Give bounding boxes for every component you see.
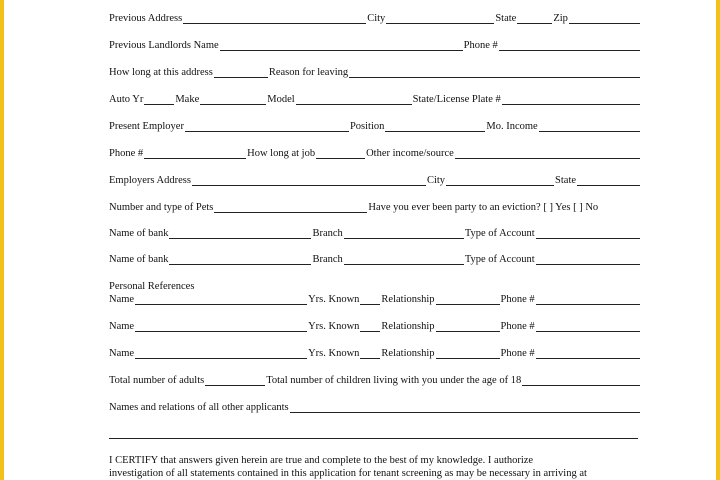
income-label: Mo. Income bbox=[486, 121, 538, 132]
reference-name-field[interactable] bbox=[135, 321, 307, 332]
job-length-label: How long at job bbox=[247, 148, 316, 159]
auto-row bbox=[109, 94, 641, 106]
reference-phone-label: Phone # bbox=[500, 348, 535, 359]
years-known-field[interactable] bbox=[360, 348, 380, 359]
previous-city-label: City bbox=[367, 13, 386, 24]
how-long-field[interactable] bbox=[214, 67, 268, 78]
bank-branch-label: Branch bbox=[312, 254, 343, 265]
eviction-question[interactable]: Have you ever been party to an eviction? [ ] Yes [ ] No bbox=[368, 202, 599, 213]
occupants-row bbox=[109, 375, 641, 387]
bank-row bbox=[109, 228, 641, 240]
how-long-label: How long at this address bbox=[109, 67, 213, 78]
bank-branch-field[interactable] bbox=[344, 254, 464, 265]
previous-state-label: State bbox=[495, 13, 517, 24]
account-type-field[interactable] bbox=[536, 228, 640, 239]
adults-field[interactable] bbox=[205, 375, 265, 386]
left-frame-border bbox=[0, 0, 4, 480]
how-long-row bbox=[109, 67, 641, 79]
years-known-label: Yrs. Known bbox=[308, 321, 360, 332]
previous-address-label: Previous Address bbox=[109, 13, 183, 24]
other-applicants-label: Names and relations of all other applicants bbox=[109, 402, 289, 413]
position-field[interactable] bbox=[385, 121, 485, 132]
bank-name-field[interactable] bbox=[169, 228, 311, 239]
account-type-label: Type of Account bbox=[464, 228, 535, 239]
auto-model-label: Model bbox=[267, 94, 295, 105]
relationship-field[interactable] bbox=[436, 348, 500, 359]
employer-phone-row bbox=[109, 148, 641, 160]
previous-landlord-field[interactable] bbox=[220, 40, 463, 51]
reason-leaving-field[interactable] bbox=[349, 67, 640, 78]
other-applicants-extra-line[interactable] bbox=[109, 438, 638, 439]
other-applicants-row bbox=[109, 402, 641, 414]
account-type-field[interactable] bbox=[536, 254, 640, 265]
job-length-field[interactable] bbox=[316, 148, 365, 159]
reference-name-label: Name bbox=[109, 348, 135, 359]
adults-label: Total number of adults bbox=[109, 375, 205, 386]
employer-phone-field[interactable] bbox=[144, 148, 246, 159]
certification-text bbox=[109, 455, 644, 480]
reference-name-label: Name bbox=[109, 294, 135, 305]
reference-phone-label: Phone # bbox=[500, 321, 535, 332]
previous-city-field[interactable] bbox=[386, 13, 494, 24]
previous-landlord-label: Previous Landlords Name bbox=[109, 40, 219, 51]
right-frame-border bbox=[716, 0, 720, 480]
auto-make-field[interactable] bbox=[200, 94, 266, 105]
auto-year-field[interactable] bbox=[144, 94, 174, 105]
bank-name-label: Name of bank bbox=[109, 228, 169, 239]
auto-year-label: Auto Yr bbox=[109, 94, 144, 105]
account-type-label: Type of Account bbox=[464, 254, 535, 265]
employer-label: Present Employer bbox=[109, 121, 184, 132]
position-label: Position bbox=[349, 121, 385, 132]
license-plate-label: State/License Plate # bbox=[412, 94, 501, 105]
reference-phone-field[interactable] bbox=[536, 321, 640, 332]
reference-name-label: Name bbox=[109, 321, 135, 332]
relationship-label: Relationship bbox=[381, 294, 435, 305]
other-applicants-field[interactable] bbox=[290, 402, 640, 413]
previous-landlord-row bbox=[109, 40, 641, 52]
bank-name-label: Name of bank bbox=[109, 254, 169, 265]
employer-row bbox=[109, 121, 641, 133]
employer-city-label: City bbox=[426, 175, 446, 186]
employer-state-field[interactable] bbox=[577, 175, 640, 186]
employer-address-label: Employers Address bbox=[109, 175, 191, 186]
landlord-phone-label: Phone # bbox=[463, 40, 498, 51]
relationship-field[interactable] bbox=[436, 321, 500, 332]
years-known-label: Yrs. Known bbox=[308, 348, 360, 359]
bank-branch-label: Branch bbox=[312, 228, 343, 239]
reference-row bbox=[109, 294, 641, 306]
employer-state-label: State bbox=[555, 175, 577, 186]
employer-city-field[interactable] bbox=[446, 175, 554, 186]
employer-phone-label: Phone # bbox=[109, 148, 144, 159]
children-label: Total number of children living with you under the age of 18 bbox=[266, 375, 522, 386]
other-income-label: Other income/source bbox=[366, 148, 454, 159]
bank-row bbox=[109, 254, 641, 266]
previous-state-field[interactable] bbox=[517, 13, 552, 24]
years-known-field[interactable] bbox=[360, 321, 380, 332]
reference-phone-label: Phone # bbox=[500, 294, 535, 305]
pets-field[interactable] bbox=[214, 202, 367, 213]
references-heading: Personal References bbox=[109, 281, 195, 292]
reference-row bbox=[109, 321, 641, 333]
children-field[interactable] bbox=[522, 375, 640, 386]
employer-address-row bbox=[109, 175, 641, 187]
certification-line: I CERTIFY that answers given herein are true and complete to the best of my knowledge. I authorize bbox=[109, 455, 534, 466]
other-income-field[interactable] bbox=[455, 148, 640, 159]
references-heading-row bbox=[109, 281, 641, 293]
employer-address-field[interactable] bbox=[192, 175, 426, 186]
landlord-phone-field[interactable] bbox=[499, 40, 640, 51]
certification-line: investigation of all statements contained in this application for tenant screening as may be necessary in arriving at bbox=[109, 467, 587, 479]
reference-name-field[interactable] bbox=[135, 294, 307, 305]
reference-name-field[interactable] bbox=[135, 348, 307, 359]
relationship-label: Relationship bbox=[381, 321, 435, 332]
relationship-label: Relationship bbox=[381, 348, 435, 359]
relationship-field[interactable] bbox=[436, 294, 500, 305]
reference-phone-field[interactable] bbox=[536, 348, 640, 359]
income-field[interactable] bbox=[539, 121, 640, 132]
pets-label: Number and type of Pets bbox=[109, 202, 214, 213]
years-known-field[interactable] bbox=[360, 294, 380, 305]
auto-model-field[interactable] bbox=[296, 94, 412, 105]
employer-field[interactable] bbox=[185, 121, 349, 132]
reference-row bbox=[109, 348, 641, 360]
years-known-label: Yrs. Known bbox=[308, 294, 360, 305]
previous-zip-label: Zip bbox=[553, 13, 568, 24]
previous-address-field[interactable] bbox=[183, 13, 366, 24]
bank-branch-field[interactable] bbox=[344, 228, 464, 239]
reference-phone-field[interactable] bbox=[536, 294, 640, 305]
auto-make-label: Make bbox=[175, 94, 200, 105]
previous-zip-field[interactable] bbox=[569, 13, 640, 24]
reason-leaving-label: Reason for leaving bbox=[268, 67, 349, 78]
pets-row bbox=[109, 202, 641, 214]
bank-name-field[interactable] bbox=[169, 254, 311, 265]
previous-address-row bbox=[109, 13, 641, 25]
license-plate-field[interactable] bbox=[502, 94, 640, 105]
